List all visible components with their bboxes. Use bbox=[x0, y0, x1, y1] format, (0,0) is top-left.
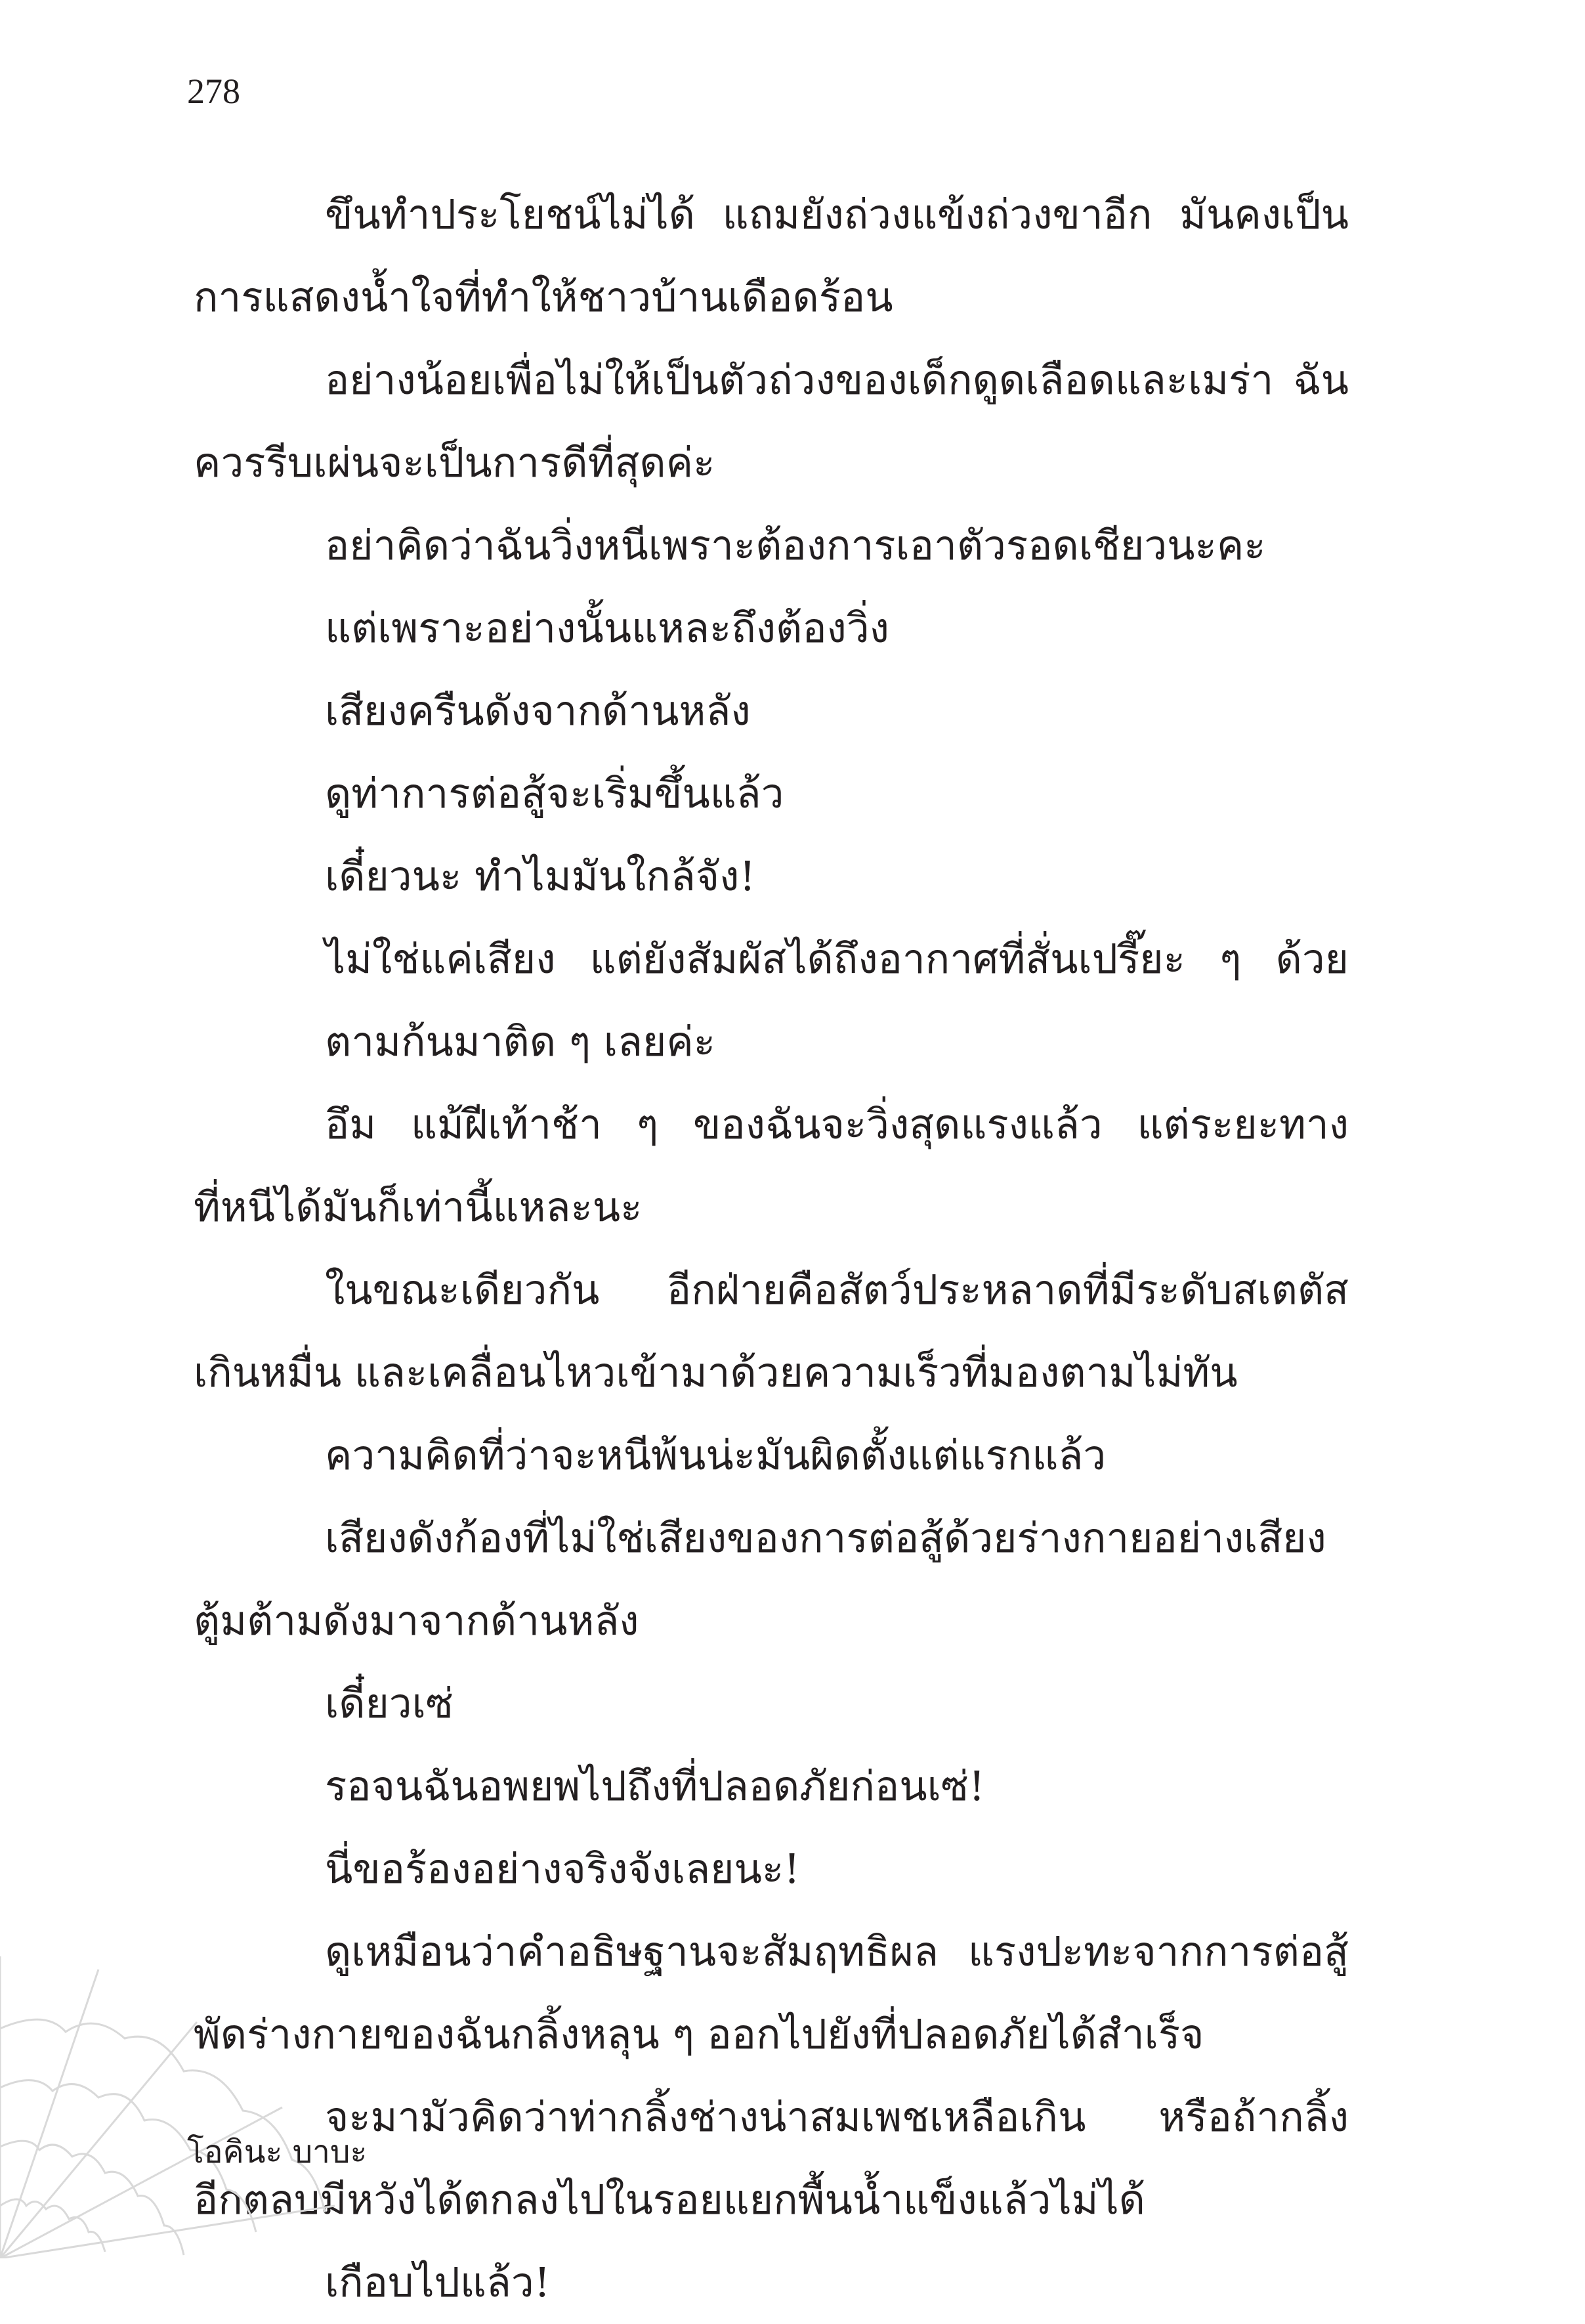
text-line: ควรรีบเผ่นจะเป็นการดีที่สุดค่ะ bbox=[194, 439, 715, 486]
text-line: ความคิดที่ว่าจะหนีพ้นน่ะมันผิดตั้งแต่แรกแล้ว bbox=[325, 1431, 1107, 1479]
text-line: พัดร่างกายของฉันกลิ้งหลุน ๆ ออกไปยังที่ปลอดภัยได้สำเร็จ bbox=[194, 2010, 1204, 2058]
text-line: ที่หนีได้มันก็เท่านี้แหละนะ bbox=[194, 1183, 643, 1231]
text-line: รอจนฉันอพยพไปถึงที่ปลอดภัยก่อนเซ่! bbox=[325, 1762, 985, 1810]
text-line: จะมามัวคิดว่าท่ากลิ้งช่างน่าสมเพชเหลือเกิน หรือถ้ากลิ้ง bbox=[325, 2093, 1349, 2141]
text-line: ดูท่าการต่อสู้จะเริ่มขึ้นแล้ว bbox=[325, 769, 784, 817]
body-text bbox=[194, 173, 1349, 2324]
spiderweb-icon bbox=[0, 1930, 341, 2258]
text-line: เสียงดังก้องที่ไม่ใช่เสียงของการต่อสู้ด้วยร่างกายอย่างเสียง bbox=[325, 1514, 1326, 1562]
text-line: การแสดงน้ำใจที่ทำให้ชาวบ้านเดือดร้อน bbox=[194, 273, 893, 321]
text-line: แต่เพราะอย่างนั้นแหละถึงต้องวิ่ง bbox=[325, 604, 889, 652]
text-line: ไม่ใช่แค่เสียง แต่ยังสัมผัสได้ถึงอากาศที่สั่นเปรี๊ยะ ๆ ด้วย bbox=[325, 935, 1349, 983]
text-line: ตู้มต้ามดังมาจากด้านหลัง bbox=[194, 1597, 639, 1645]
text-line: เดี๋ยวนะ ทำไมมันใกล้จัง! bbox=[325, 852, 756, 900]
text-line: นี่ขอร้องอย่างจริงจังเลยนะ! bbox=[325, 1845, 801, 1893]
text-line: เสียงครืนดังจากด้านหลัง bbox=[325, 687, 751, 735]
page-number: 278 bbox=[187, 72, 240, 111]
text-line: ตามก้นมาติด ๆ เลยค่ะ bbox=[325, 1018, 716, 1065]
text-line: อีกตลบมีหวังได้ตกลงไปในรอยแยกพื้นน้ำแข็งแล้วไม่ได้ bbox=[194, 2176, 1145, 2224]
text-line: ดูเหมือนว่าคำอธิษฐานจะสัมฤทธิผล แรงปะทะจากการต่อสู้ bbox=[325, 1927, 1349, 1975]
text-line: เกือบไปแล้ว! bbox=[325, 2258, 551, 2306]
text-line: เดี๋ยวเซ่ bbox=[325, 1679, 454, 1727]
text-line: ในขณะเดียวกัน อีกฝ่ายคือสัตว์ประหลาดที่มีระดับสเตตัส bbox=[325, 1266, 1349, 1314]
footer-author: โอคินะ บาบะ bbox=[187, 2134, 368, 2170]
text-line: อย่าคิดว่าฉันวิ่งหนีเพราะต้องการเอาตัวรอดเชียวนะคะ bbox=[325, 521, 1266, 569]
text-line: อึม แม้ฝีเท้าช้า ๆ ของฉันจะวิ่งสุดแรงแล้ว แต่ระยะทาง bbox=[325, 1100, 1349, 1148]
text-line: อย่างน้อยเพื่อไม่ให้เป็นตัวถ่วงของเด็กดูดเลือดและเมร่า ฉัน bbox=[325, 356, 1349, 404]
text-line: เกินหมื่น และเคลื่อนไหวเข้ามาด้วยความเร็วที่มองตามไม่ทัน bbox=[194, 1348, 1238, 1396]
text-line: ขึนทำประโยชน์ไม่ได้ แถมยังถ่วงแข้งถ่วงขาอีก มันคงเป็น bbox=[325, 190, 1349, 238]
